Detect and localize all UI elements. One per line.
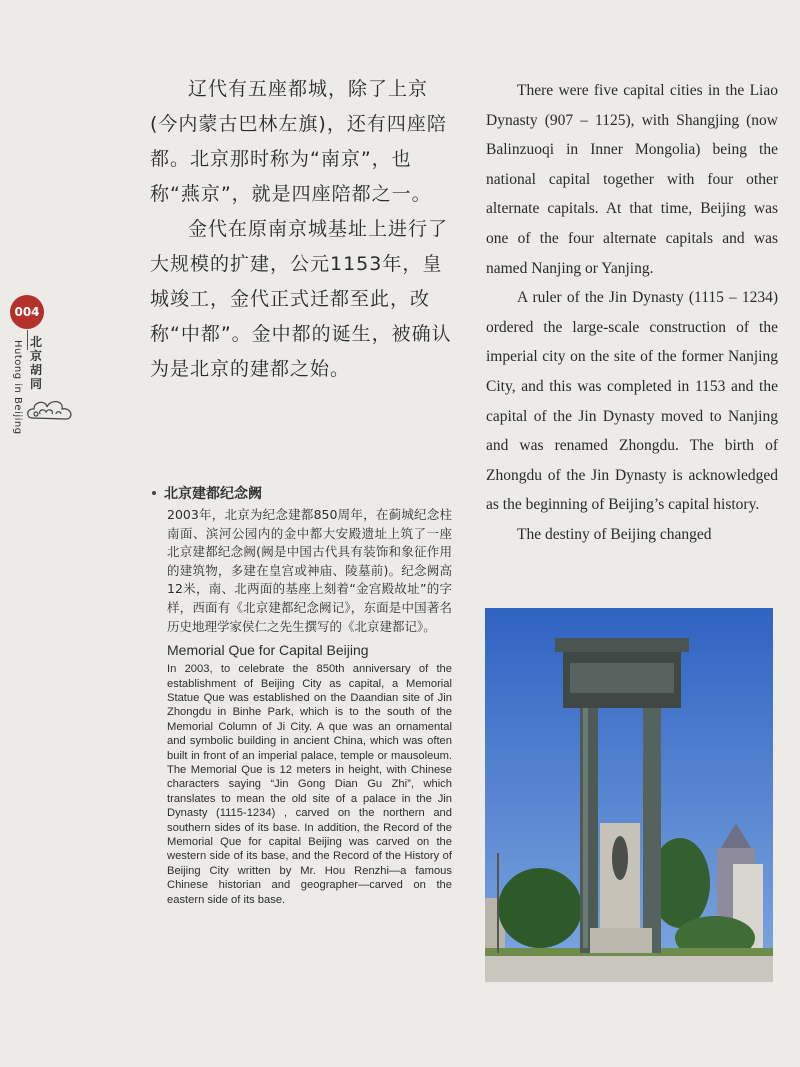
- pillar: [643, 703, 661, 953]
- que-cap: [555, 638, 689, 652]
- cn-paragraph: 金代在原南京城基址上进行了大规模的扩建，公元1153年，皇城竣工，金代正式迁都至此，改称“中都”。金中都的诞生，被确认为是北京的建都之始。: [150, 218, 452, 380]
- cn-paragraph: 辽代有五座都城，除了上京(今内蒙古巴林左旗)，还有四座陪都。北京那时称为“南京”，也称“燕京”，就是四座陪都之一。: [150, 78, 447, 205]
- memorial-que-photo: [485, 608, 773, 982]
- caption-body-en: In 2003, to celebrate the 850th anniversary of the establishment of Beijing City as capital, a Memorial Statue Que was established on the Daandian site of Jin Zhongdu in Binhe Park, which is to the south of the Memorial Column of Ji City. A que was an ornamental and symbolic building in ancient China, which was often built in front of an imperial palace, temple or mausoleum. The Memorial Que is 12 meters in height, with Chinese characters saying “Jin Gong Dian Gu Zhi”, which translates to mean the old site of a palace in the Jin Dynasty (1115-1234) , carved on the northern and southern sides of its base. In addition, the Record of the Memorial Que for capital Beijing was carved on the western side of its base, and the Record of the History of Beijing City written by Mr. Hou Renzhi—a famous Chinese historian and geographer—carved on the eastern side of its base.: [167, 663, 452, 906]
- en-paragraph: A ruler of the Jin Dynasty (1115 – 1234) ordered the large-scale construction of the imperial city on the site of the former Nanjing City, and this was completed in 1153 and the capital of the Jin Dynasty moved to Nanjing and was renamed Zhongdu. The birth of Zhongdu of the Jin Dynasty is acknowledged as the beginning of Beijing’s capital history.: [486, 289, 778, 514]
- ground: [485, 953, 773, 982]
- caption-title-row: [152, 483, 452, 503]
- caption-body-cn: 2003年，北京为纪念建都850周年，在蓟城纪念柱南面、滨河公园内的金中都大安殿遗址上筑了一座北京建都纪念阙(阙是中国古代具有装饰和象征作用的建筑物，多建在皇宫或神庙、陵墓前)。纪念阙高12米，南、北两面的基座上刻着“金宫殿故址”的字样，西面有《北京建都纪念阙记》，东面是中国著名历史地理学家侯仁之先生撰写的《北京建都记》。: [167, 507, 452, 634]
- auspicious-cloud-icon: [26, 392, 76, 428]
- en-paragraph: There were five capital cities in the Liao Dynasty (907 – 1125), with Shangjing (now Balinzuoqi in Inner Mongolia) being the national capital together with four other alternate capitals. At that time, Beijing was one of the four alternate capitals and was named Nanjing or Yanjing.: [486, 82, 778, 277]
- pillar: [580, 703, 598, 953]
- caption-title-cn: 北京建都纪念阙: [164, 486, 262, 502]
- chinese-body-text: [150, 72, 455, 387]
- bullet-icon: [152, 491, 156, 495]
- series-title-cn: 北京胡同: [30, 335, 43, 391]
- english-body-text: [486, 76, 778, 550]
- photo-caption: [152, 483, 452, 907]
- pedestal: [590, 928, 652, 953]
- lamp-post: [497, 853, 499, 953]
- series-title-en: Hutong in Beijing: [12, 340, 23, 435]
- page-number-badge: 004: [10, 295, 44, 329]
- en-paragraph: The destiny of Beijing changed: [517, 525, 712, 543]
- caption-title-en: Memorial Que for Capital Beijing: [167, 642, 369, 659]
- side-divider: [27, 330, 28, 350]
- statue-figure: [612, 836, 628, 880]
- que-relief: [570, 663, 674, 693]
- tree: [498, 868, 582, 948]
- pillar-highlight: [583, 708, 588, 948]
